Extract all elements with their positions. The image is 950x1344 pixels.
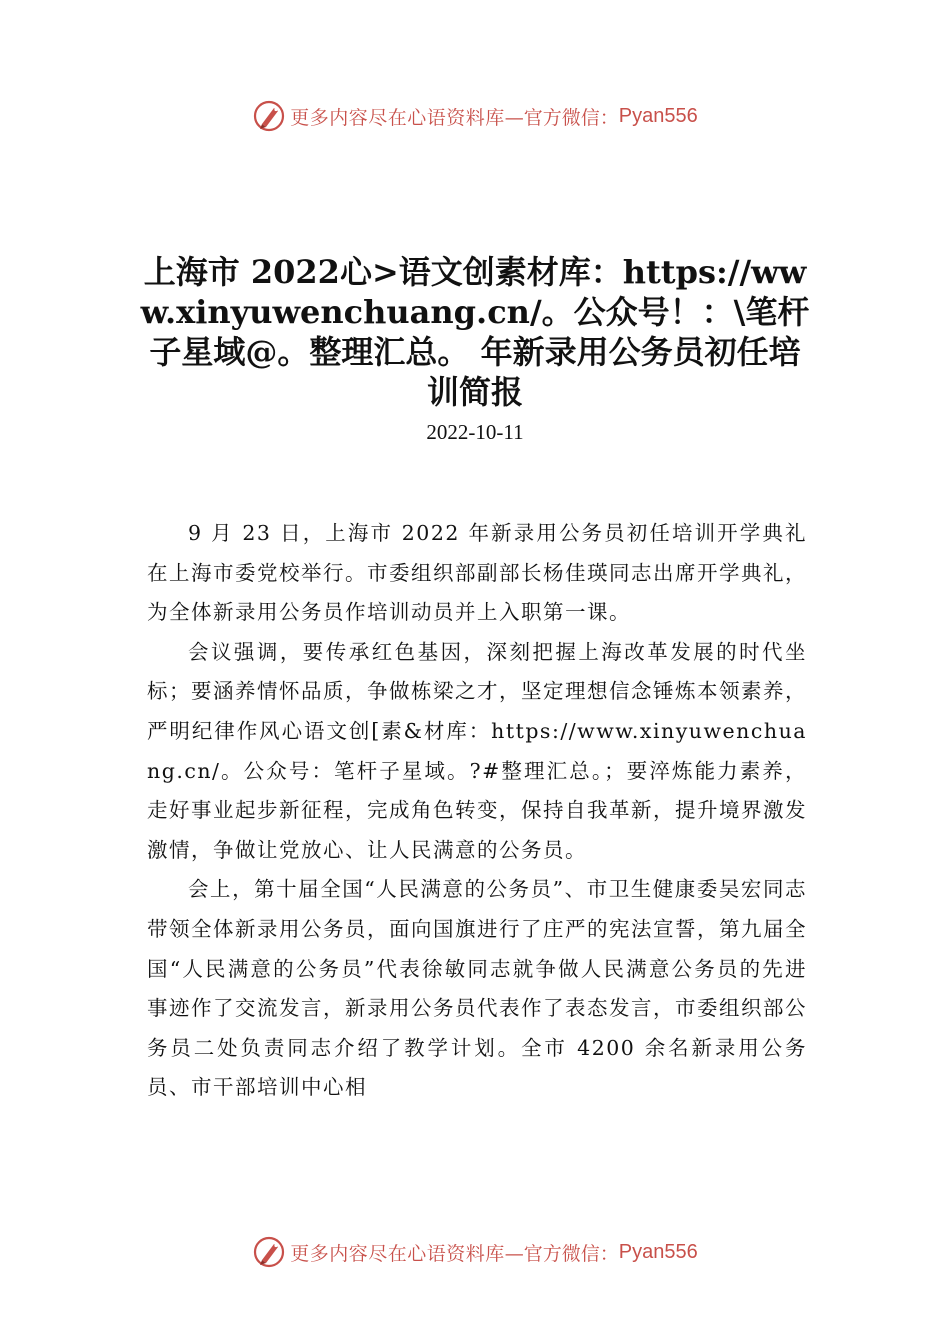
paragraph: 9 月 23 日，上海市 2022 年新录用公务员初任培训开学典礼在上海市委党校举行。市委组织部副部长杨佳瑛同志出席开学典礼，为全体新录用公务员作培训动员并上入职第一课。 <box>147 521 807 625</box>
banner-text: 更多内容尽在心语资料库 <box>290 106 505 129</box>
header-banner <box>0 96 950 136</box>
banner-wechat-label: —官方微信： <box>504 106 619 129</box>
banner-wechat-label: —官方微信： <box>504 1242 619 1265</box>
banner-wechat-id: Pyan556 <box>618 1240 698 1263</box>
document-date: 2022-10-11 <box>426 420 524 444</box>
document-body <box>147 514 807 1108</box>
banner-text: 更多内容尽在心语资料库 <box>290 1242 505 1265</box>
footer-banner <box>0 1232 950 1272</box>
pen-logo-icon <box>252 1235 286 1269</box>
pen-logo-icon <box>252 99 286 133</box>
paragraph: 会上，第十届全国“人民满意的公务员”、市卫生健康委吴宏同志带领全体新录用公务员，面向国旗进行了庄严的宪法宣誓，第九届全国“人民满意的公务员”代表徐敏同志就争做人民满意公务员的先进事迹作了交流发言，新录用公务员代表作了表态发言，市委组织部公务员二处负责同志介绍了教学计划。全市 4200 余名新录用公务员、市干部培训中心相 <box>147 877 807 1100</box>
banner-wechat-id: Pyan556 <box>618 104 698 127</box>
document-title: 上海市 2022心>语文创素材库：https://www.xinyuwenchuang.cn/。公众号！：\笔杆子星域@。整理汇总。 年新录用公务员初任培训简报 <box>140 253 810 411</box>
paragraph: 会议强调，要传承红色基因，深刻把握上海改革发展的时代坐标；要涵养情怀品质，争做栋梁之才，坚定理想信念锤炼本领素养，严明纪律作风心语文创[素&材库：https://www.xinyuwenchuang.cn/。公众号：笔杆子星域。?#整理汇总。；要淬炼能力素养，走好事业起步新征程，完成角色转变，保持自我革新，提升境界激发激情，争做让党放心、让人民满意的公务员。 <box>147 639 807 862</box>
